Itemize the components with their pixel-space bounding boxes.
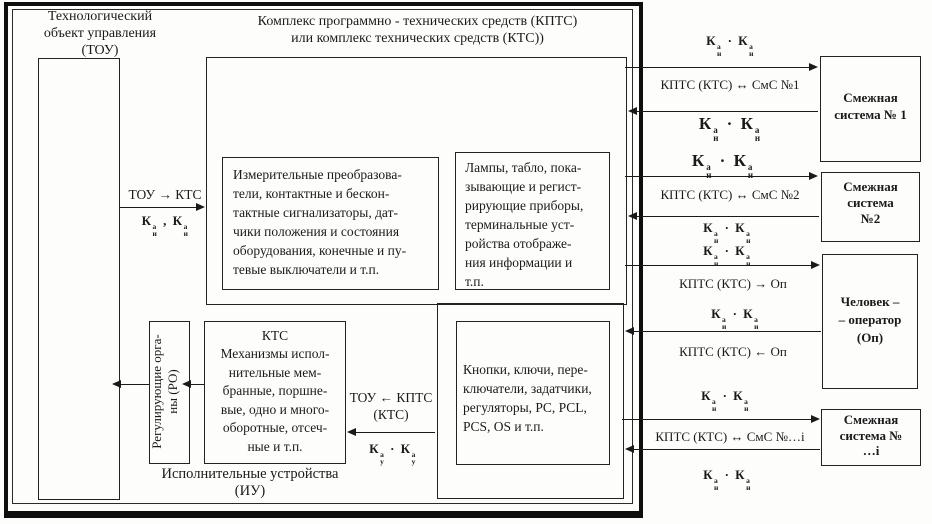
arrow-operator-to-kpts [634, 331, 821, 332]
adjacent-system-i-box [821, 409, 921, 466]
kpts-to-tou-label: ТОУ ← КПТС (КТС) [349, 390, 433, 422]
adjacent-system-1-label: Смежная система № 1 [834, 90, 907, 122]
iu-caption: Исполнительные устройства (ИУ) [161, 466, 339, 499]
controls-text: Кнопки, ключи, пере- ключатели, задатчики, регуляторы, PC, PCL, PCS, OS и т.п. [463, 362, 592, 434]
arrow-tou-to-kpts [119, 207, 196, 208]
arrow-sms1-to-kpts [637, 111, 818, 112]
channel-label-kpts-to-tou: К а у · К а у [369, 441, 416, 466]
adjacent-system-1-box [820, 56, 921, 162]
link-label-smsi: КПТС (КТС) ↔ СмС №…i [655, 429, 805, 444]
arrow-actuators-to-regulators [191, 384, 204, 385]
link-label-sms1: КПТС (КТС) ↔ СмС №1 [660, 77, 800, 92]
actuators-box [204, 321, 346, 464]
adjacent-system-2-box [821, 172, 920, 242]
arrow-sms2-to-kpts [637, 216, 819, 217]
link-label-operator-in: КПТС (КТС) ← Оп [679, 344, 787, 359]
channel-label-operator-in: К а и · К а и [711, 306, 759, 331]
lamps-box [455, 152, 610, 290]
channel-label-sms1-in: К а н · К а н [698, 114, 762, 143]
tou-title: Технологический объект управления (ТОУ) [43, 9, 157, 58]
channel-label-operator-out: К а н · К а н [703, 243, 751, 268]
adjacent-system-2-label: Смежная система №2 [843, 179, 898, 226]
controls-box [456, 321, 610, 465]
channel-label-smsi-out: К а н · К а н [701, 388, 749, 413]
channel-label-smsi-in: К а н · К а н [703, 467, 751, 492]
tou-box [38, 58, 120, 500]
sensors-text: Измерительные преобразова- тели, контактные и бескон- тактные сигнализаторы, дат- чики положения и состояния оборудования, конечные и пу- тевые выключатели и т.п. [233, 167, 407, 277]
channel-label-sms2-in: К а н · К а н [703, 220, 751, 245]
arrow-kpts-to-sms2 [625, 176, 809, 177]
tou-to-kts-label: ТОУ → КТС [128, 187, 202, 202]
sensors-box [222, 157, 439, 290]
arrow-regulators-to-tou [121, 384, 149, 385]
actuators-text: Механизмы испол- нительные мем- бранные, поршне- вые, одно и много- оборотные, отсеч- ные и т.п. [220, 346, 330, 454]
arrow-kpts-to-sms1 [625, 67, 809, 68]
kpts-title: Комплекс программно - технических средств (КПТС) или комплекс технических средств (КТС)) [257, 14, 578, 46]
channel-label-sms2-out: К а н · К а н [691, 151, 755, 180]
actuators-title: КТС [261, 328, 289, 343]
regulators-text-wrap [149, 321, 188, 462]
lamps-text: Лампы, табло, пока- зывающие и регист- рирующие приборы, терминальные уст- ройства отображе- ния информации и т.п. [465, 160, 584, 289]
regulators-text: Регулирующие орга- ны (РО) [149, 334, 180, 449]
link-label-operator-out: КПТС (КТС) → Оп [679, 276, 787, 291]
human-operator-box [822, 254, 918, 389]
arrow-kpts-to-smsi [622, 419, 811, 420]
adjacent-system-i-label: Смежная система № …i [839, 412, 903, 458]
arrow-smsi-to-kpts [634, 449, 820, 450]
human-operator-label: Человек – – оператор (Оп) [838, 294, 902, 345]
arrow-kpts-to-actuators [356, 432, 435, 433]
link-label-sms2: КПТС (КТС) ↔ СмС №2 [660, 187, 800, 202]
channel-label-sms1-out: К а н · К а н [706, 33, 754, 58]
arrow-kpts-to-operator [625, 265, 811, 266]
channel-label-tou-to-kts: К а и , К а и [141, 213, 189, 238]
